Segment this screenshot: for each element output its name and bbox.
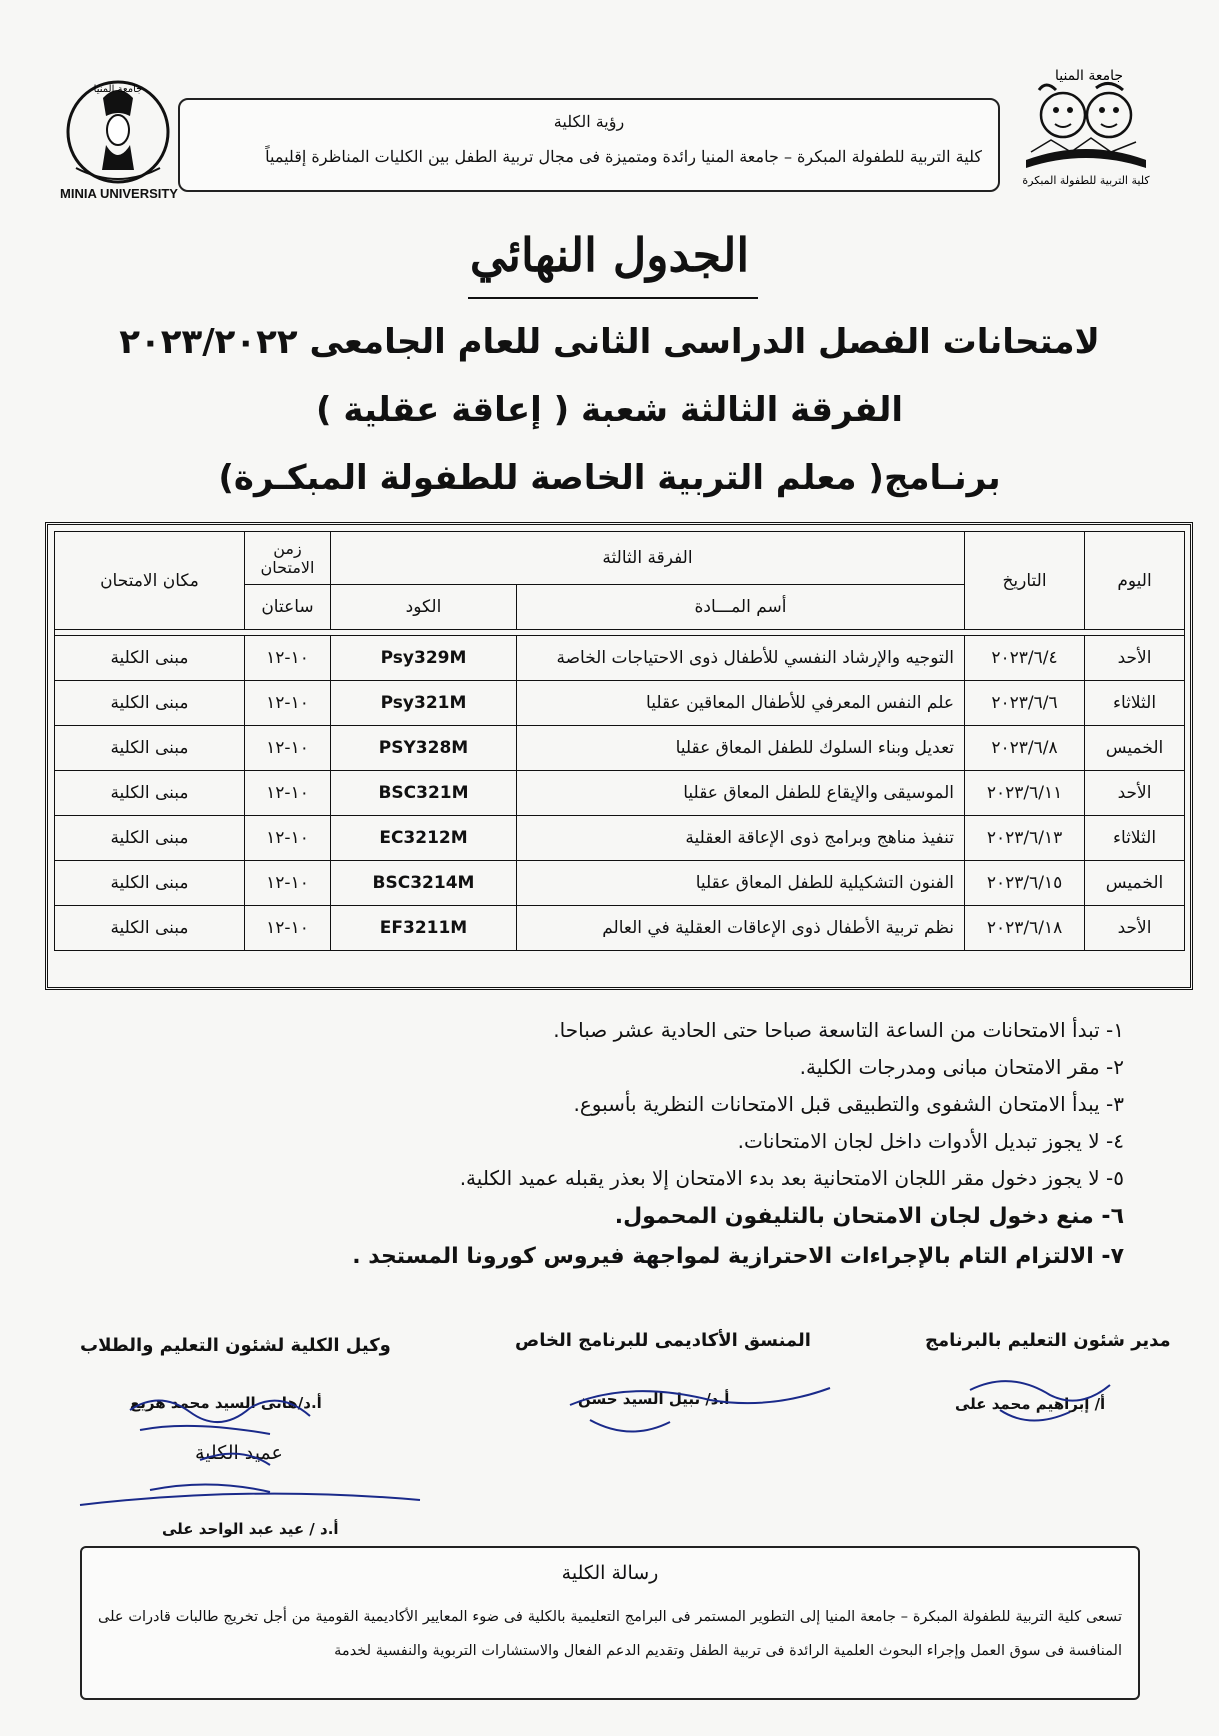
code-cell: BSC321M [331,771,517,816]
date-cell: ٢٠٢٣/٦/٨ [965,726,1085,771]
mission-text: تسعى كلية التربية للطفولة المبكرة – جامعة المنيا إلى التطوير المستمر فى البرامج التعليمية بالكلية فى ضوء المعايير الأكاديمية القومية من أجل تخريج طالبات قادرات على المنافسة فى سوق العمل وإجراء البحوث العلمية الرائدة فى تربية الطفل وتقديم الدعم الفعال والاستشارات التربوية والنفسية لخدمة [98,1609,1122,1659]
note-item: ٥- لا يجوز دخول مقر اللجان الامتحانية بعد بدء الامتحان إلا بعذر يقبله عميد الكلية. [459,1166,1124,1190]
exam-period-title: لامتحانات الفصل الدراسى الثانى للعام الجامعى ٢٠٢٣/٢٠٢٢ [119,322,1100,362]
header-duration: ساعتان [245,585,331,630]
header-day: اليوم [1085,532,1185,630]
code-cell: Psy329M [331,636,517,681]
date-cell: ٢٠٢٣/٦/١٣ [965,816,1085,861]
date-cell: ٢٠٢٣/٦/١٥ [965,861,1085,906]
header-place: مكان الامتحان [55,532,245,630]
note-item: ٢- مقر الامتحان مبانى ومدرجات الكلية. [799,1055,1124,1079]
time-cell: ١٠-١٢ [245,681,331,726]
time-cell: ١٠-١٢ [245,726,331,771]
education-manager-name: أ/ إبراهيم محمد على [955,1395,1106,1413]
header-time: زمن الامتحان [245,532,331,585]
day-cell: الثلاثاء [1085,816,1185,861]
date-cell: ٢٠٢٣/٦/١٨ [965,906,1085,951]
code-cell: Psy321M [331,681,517,726]
exam-notes [124,1012,1124,1277]
note-item: ١- تبدأ الامتحانات من الساعة التاسعة صباحا حتى الحادية عشر صباحا. [553,1018,1124,1042]
time-cell: ١٠-١٢ [245,861,331,906]
day-cell: الثلاثاء [1085,681,1185,726]
day-cell: الأحد [1085,636,1185,681]
program-title: برنـامج( معلم التربية الخاصة للطفولة المبكـرة) [218,458,1001,498]
note-item: ٦- منع دخول لجان الامتحان بالتليفون المحمول. [614,1204,1124,1229]
table-row [55,861,1185,906]
header-subject: أسم المـــادة [517,585,965,630]
table-row [55,771,1185,816]
code-cell: EF3211M [331,906,517,951]
date-cell: ٢٠٢٣/٦/١١ [965,771,1085,816]
minia-university-logo [58,70,178,210]
code-cell: EC3212M [331,816,517,861]
day-cell: الخميس [1085,861,1185,906]
table-row [55,906,1185,951]
place-cell: مبنى الكلية [55,771,245,816]
header-date: التاريخ [965,532,1085,630]
subject-cell: الموسيقى والإيقاع للطفل المعاق عقليا [517,771,965,816]
university-caption: MINIA UNIVERSITY [60,186,178,201]
day-cell: الخميس [1085,726,1185,771]
time-cell: ١٠-١٢ [245,906,331,951]
vice-dean-title: وكيل الكلية لشئون التعليم والطلاب [80,1335,391,1356]
note-item: ٤- لا يجوز تبديل الأدوات داخل لجان الامتحانات. [737,1129,1124,1153]
subject-cell: تنفيذ مناهج وبرامج ذوى الإعاقة العقلية [517,816,965,861]
schedule-table [54,531,1185,951]
vice-dean-name: أ.د/هانى السيد محمد هزيع [130,1394,322,1412]
place-cell: مبنى الكلية [55,816,245,861]
vision-title: رؤية الكلية [553,112,625,131]
svg-text:جامعة المنيا: جامعة المنيا [1054,68,1124,84]
time-cell: ١٠-١٢ [245,816,331,861]
code-cell: BSC3214M [331,861,517,906]
faculty-logo [1011,60,1161,190]
vision-text: كلية التربية للطفولة المبكرة – جامعة المنيا رائدة ومتميزة فى مجال تربية الطفل بين الكليات المناظرة إقليمياً [265,147,982,166]
division-title: الفرقة الثالثة شعبة ( إعاقة عقلية ) [315,390,904,430]
day-cell: الأحد [1085,906,1185,951]
table-row [55,636,1185,681]
place-cell: مبنى الكلية [55,636,245,681]
subject-cell: نظم تربية الأطفال ذوى الإعاقات العقلية في العالم [517,906,965,951]
day-cell: الأحد [1085,771,1185,816]
mission-title: رسالة الكلية [561,1562,659,1584]
code-cell: PSY328M [331,726,517,771]
header-code: الكود [331,585,517,630]
subject-cell: التوجيه والإرشاد النفسي للأطفال ذوى الاحتياجات الخاصة [517,636,965,681]
date-cell: ٢٠٢٣/٦/٦ [965,681,1085,726]
vision-box [178,98,1000,192]
place-cell: مبنى الكلية [55,726,245,771]
svg-text:كلية التربية للطفولة المبكرة: كلية التربية للطفولة المبكرة [1022,174,1150,187]
title-underline [468,297,758,299]
time-cell: ١٠-١٢ [245,771,331,816]
schedule-table-frame [45,522,1193,990]
handwritten-signatures [70,1350,1219,1520]
svg-text:جامعة المنيا: جامعة المنيا [93,84,143,95]
date-cell: ٢٠٢٣/٦/٤ [965,636,1085,681]
place-cell: مبنى الكلية [55,861,245,906]
mission-box [80,1546,1140,1700]
time-cell: ١٠-١٢ [245,636,331,681]
dean-title: عميد الكلية [195,1442,283,1464]
note-item: ٣- يبدأ الامتحان الشفوى والتطبيقى قبل الامتحانات النظرية بأسبوع. [573,1092,1124,1116]
place-cell: مبنى الكلية [55,681,245,726]
table-row [55,726,1185,771]
dean-name: أ.د / عيد عبد الواحد على [162,1520,339,1538]
coordinator-name: أ.د/ نبيل السيد حسن [578,1390,730,1408]
note-item: ٧- الالتزام التام بالإجراءات الاحترازية لمواجهة فيروس كورونا المستجد . [352,1244,1124,1269]
coordinator-title: المنسق الأكاديمى للبرنامج الخاص [515,1330,811,1351]
education-manager-title: مدير شئون التعليم بالبرنامج [925,1330,1171,1351]
header-group: الفرقة الثالثة [331,532,965,585]
place-cell: مبنى الكلية [55,906,245,951]
subject-cell: تعديل وبناء السلوك للطفل المعاق عقليا [517,726,965,771]
page-title: الجدول النهائي [469,228,750,282]
subject-cell: الفنون التشكيلية للطفل المعاق عقليا [517,861,965,906]
subject-cell: علم النفس المعرفي للأطفال المعاقين عقليا [517,681,965,726]
table-row [55,681,1185,726]
table-row [55,816,1185,861]
